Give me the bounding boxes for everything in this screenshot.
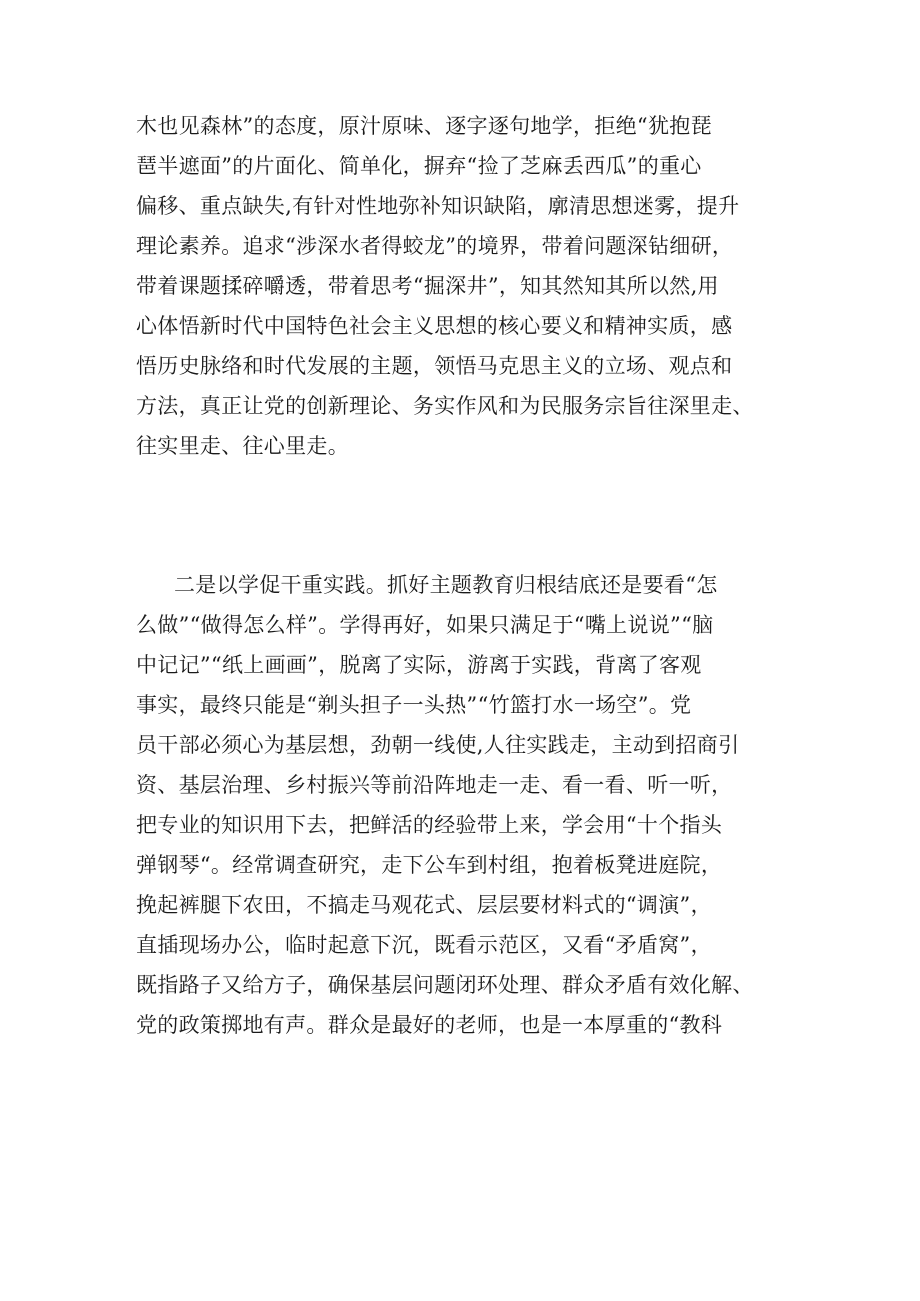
paragraph-1 (136, 106, 826, 466)
text-line: 中记记”“纸上画画”，脱离了实际，游离于实践，背离了客观 (136, 653, 702, 677)
text-line: 挽起裤腿下农田，不搞走马观花式、层层要材料式的“调演”， (136, 893, 712, 917)
text-line: 党的政策掷地有声。群众是最好的老师，也是一本厚重的“教科 (136, 1013, 723, 1037)
text-line: 带着课题揉碎嚼透，带着思考“掘深井”，知其然知其所以然,用 (136, 274, 719, 298)
text-line: 方法，真正让党的创新理论、务实作风和为民服务宗旨往深里走、 (136, 394, 754, 418)
text-line: 偏移、重点缺失,有针对性地弥补知识缺陷，廓清思想迷雾，提升 (136, 194, 740, 218)
text-line: 员干部必须心为基层想，劲朝一线使,人往实践走，主动到招商引 (136, 733, 740, 757)
text-line: 既指路子又给方子，确保基层问题闭环处理、群众矛盾有效化解、 (136, 973, 754, 997)
text-line: 木也见森林”的态度，原汁原味、逐字逐句地学，拒绝“犹抱琵 (136, 114, 712, 138)
text-line: 么做”“做得怎么样”。学得再好，如果只满足于“嘴上说说”“脑 (136, 613, 714, 637)
paragraph-2 (136, 565, 826, 1045)
text-line: 二是以学促干重实践。抓好主题教育归根结底还是要看“怎 (174, 573, 718, 597)
text-line: 心体悟新时代中国特色社会主义思想的核心要义和精神实质，感 (136, 314, 733, 338)
text-line: 把专业的知识用下去，把鲜活的经验带上来，学会用“十个指头 (136, 813, 723, 837)
text-line: 琶半遮面”的片面化、简单化，摒弃“捡了芝麻丢西瓜”的重心 (136, 154, 702, 178)
text-line: 直插现场办公，临时起意下沉，既看示范区，又看“矛盾窝”， (136, 933, 712, 957)
text-line: 往实里走、往心里走。 (136, 434, 349, 458)
text-line: 弹钢琴“。经常调查研究，走下公车到村组，抱着板凳进庭院， (136, 853, 723, 877)
text-line: 资、基层治理、乡村振兴等前沿阵地走一走、看一看、听一听， (136, 773, 733, 797)
text-line: 理论素养。追求“涉深水者得蛟龙”的境界，带着问题深钻细研， (136, 234, 734, 258)
text-line: 事实，最终只能是“剃头担子一头热”“竹篮打水一场空”。党 (136, 693, 692, 717)
text-line: 悟历史脉络和时代发展的主题，领悟马克思主义的立场、观点和 (136, 354, 733, 378)
